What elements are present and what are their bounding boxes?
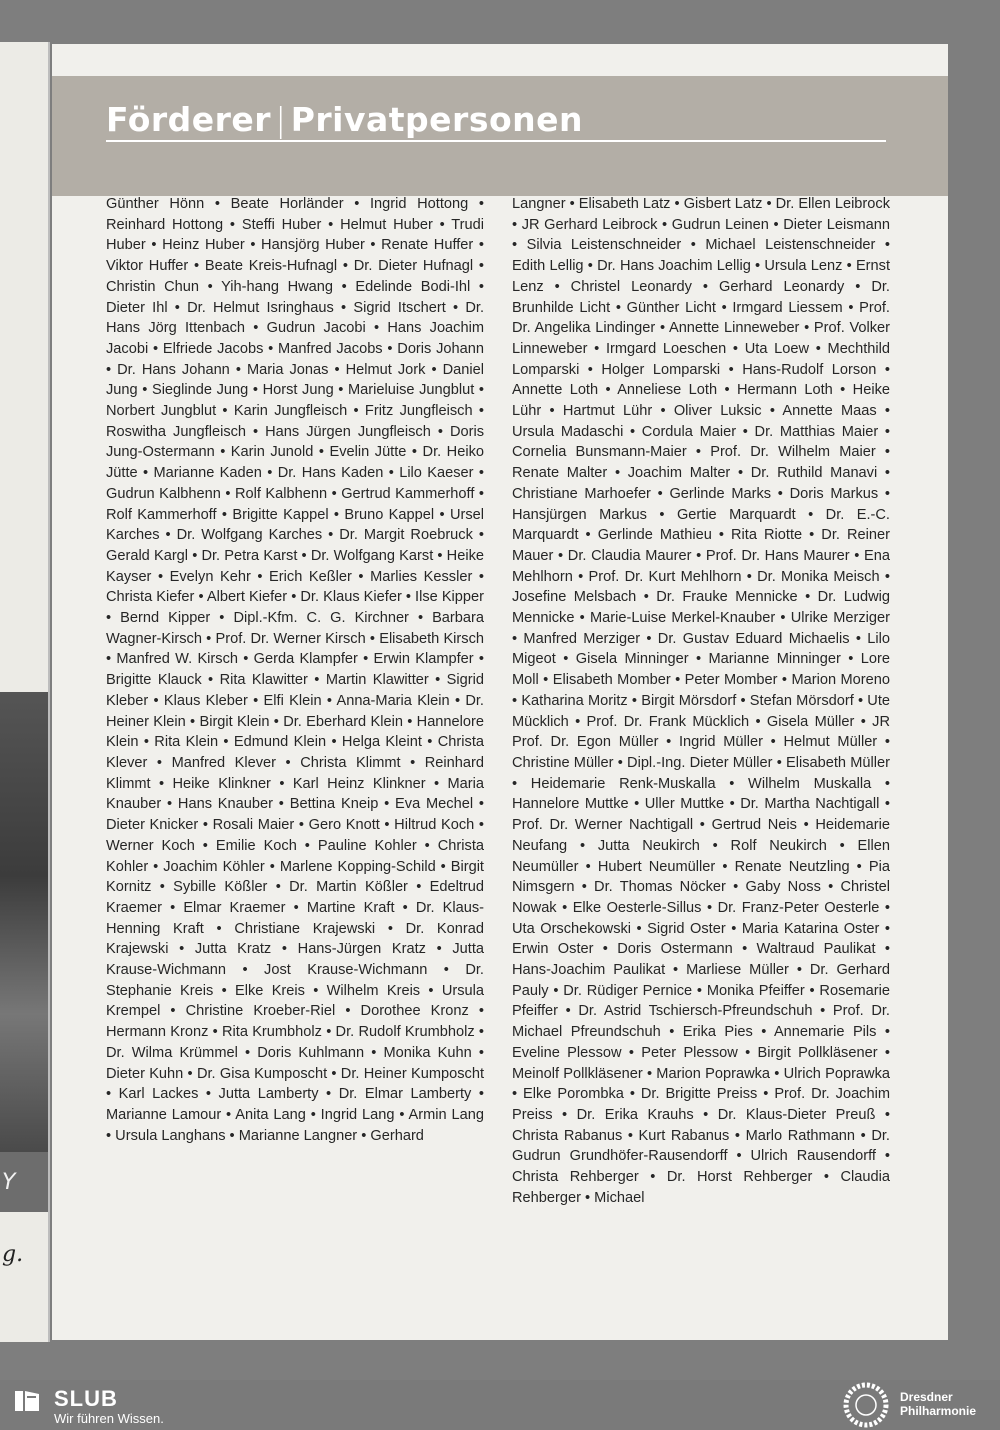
library-name: SLUB — [54, 1386, 118, 1411]
donor-list-right-column: Langner • Elisabeth Latz • Gisbert Latz • Dr. Ellen Leibrock • JR Gerhard Leibrock • Gudrun Leinen • Dieter Leismann • Silvia Leistenschneider • Michael Leistenschneider • Edith Lellig • Dr. Hans Joachim Lellig • Ursula Lenz • Ernst Lenz • Christel Leonardy • Gerhard Leonardy • Dr. Brunhilde Licht • Günther Licht • Irmgard Liessem • Prof. Dr. Angelika Lindinger • Annette Linneweber • Prof. Volker Linneweber • Irmgard Loeschen • Uta Loew • Mechthild Lomparski • Holger Lomparski • Hans-Rudolf Lorson • Annette Loth • Anneliese Loth • Hermann Loth • Heike Lühr • Hartmut Lühr • Oliver Luksic • Annette Maas • Ursula Madaschi • Cordula Maier • Dr. Matthias Maier • Cornelia Bunsmann-Maier • Prof. Dr. Wilhelm Maier • Renate Malter • Joachim Malter • Dr. Ruthild Manavi • Christiane Marhoefer • Gerlinde Marks • Doris Markus • Hansjürgen Markus • Gertie Marquardt • Dr. E.-C. Marquardt • Gerlinde Mathieu • Rita Riotte • Dr. Reiner Mauer • Dr. Claudia Maurer • Prof. Dr. Hans Maurer • Ena Mehlhorn • Prof. Dr. Kurt Mehlhorn • Dr. Monika Meisch • Josefine Melsbach • Dr. Frauke Mennicke • Dr. Ludwig Mennicke • Marie-Luise Merkel-Knauber • Ulrike Merziger • Manfred Merziger • Dr. Gustav Eduard Michaelis • Lilo Migeot • Gisela Minninger • Marianne Minninger • Lore Moll • Elisabeth Momber • Peter Momber • Marion Moreno • Katharina Moritz • Birgit Mörsdorf • Stefan Mörsdorf • Ute Mücklich • Prof. Dr. Frank Mücklich • Gisela Müller • JR Prof. Dr. Egon Müller • Ingrid Müller • Helmut Müller • Christine Müller • Dipl.-Ing. Dieter Müller • Elisabeth Müller • Heidemarie Renk-Muskalla • Wilhelm Muskalla • Hannelore Muttke • Uller Muttke • Dr. Martha Nachtigall • Prof. Dr. Werner Nachtigall • Gertrud Neis • Heidemarie Neufang • Jutta Neukirch • Rolf Neukirch • Ellen Neumüller • Hubert Neumüller • Renate Neutzling • Pia Nimsgern • Dr. Thomas Nöcker • Gaby Noss • Christel Nowak • Elke Oesterle-Sillus • Dr. Franz-Peter Oesterle • Uta Orschekowski • Sigrid Oster • Maria Katarina Oster • Erwin Oster • Doris Ostermann • Waltraud Paulikat • Hans-Joachim Paulikat • Marliese Müller • Dr. Gerhard Pauly • Dr. Rüdiger Pernice • Monika Pfeiffer • Rosemarie Pfeiffer • Dr. Astrid Tschiersch-Pfreundschuh • Prof. Dr. Michael Pfreundschuh • Erika Pies • Annemarie Pils • Eveline Plessow • Peter Plessow • Birgit Pollkläsener • Meinolf Pollkläsener • Marion Poprawka • Ulrich Poprawka • Elke Porombka • Dr. Brigitte Preiss • Prof. Dr. Joachim Preiss • Dr. Erika Krauhs • Dr. Klaus-Dieter Preuß • Christa Rabanus • Kurt Rabanus • Marlo Rathmann • Dr. Gudrun Grundhöfer-Rausendorff • Ulrich Rausendorff • Christa Rehberger • Dr. Horst Rehberger • Claudia Rehberger • Michael — [512, 196, 890, 1206]
philharmonie-sunburst-icon — [842, 1382, 890, 1428]
adjacent-page-edge — [0, 42, 50, 1342]
document-page — [52, 44, 948, 1340]
orchestra-name-line-1: Dresdner — [900, 1390, 953, 1404]
adjacent-page-text-fragment-2: g. — [2, 1242, 24, 1267]
footer-bar — [0, 1380, 1000, 1430]
library-motto: Wir führen Wissen. — [54, 1411, 164, 1426]
donor-list-left-column: Günther Hönn • Beate Horländer • Ingrid Hottong • Reinhard Hottong • Steffi Huber • Helmut Huber • Trudi Huber • Heinz Huber • Hansjörg Huber • Renate Huffer • Viktor Huffer • Beate Kreis-Hufnagl • Dr. Dieter Hufnagl • Christin Chun • Yih-hang Hwang • Edelinde Bodi-Ihl • Dieter Ihl • Dr. Helmut Isringhaus • Sigrid Itschert • Dr. Hans Jörg Ittenbach • Gudrun Jacobi • Hans Joachim Jacobi • Elfriede Jacobs • Manfred Jacobs • Doris Johann • Dr. Hans Johann • Maria Jonas • Helmut Jork • Daniel Jung • Sieglinde Jung • Horst Jung • Marieluise Jungblut • Norbert Jungblut • Karin Jungfleisch • Fritz Jungfleisch • Roswitha Jungfleisch • Hans Jürgen Jungfleisch • Doris Jung-Ostermann • Karin Junold • Evelin Jütte • Dr. Heiko Jütte • Marianne Kaden • Dr. Hans Kaden • Lilo Kaeser • Gudrun Kalbhenn • Rolf Kalbhenn • Gertrud Kammerhoff • Rolf Kammerhoff • Brigitte Kappel • Bruno Kappel • Ursel Karches • Dr. Wolfgang Karches • Dr. Margit Roebruck • Gerald Kargl • Dr. Petra Karst • Dr. Wolfgang Karst • Heike Kayser • Evelyn Kehr • Erich Keßler • Marlies Kessler • Christa Kiefer • Albert Kiefer • Dr. Klaus Kiefer • Ilse Kipper • Bernd Kipper • Dipl.-Kfm. C. G. Kirchner • Barbara Wagner-Kirsch • Prof. Dr. Werner Kirsch • Elisabeth Kirsch • Manfred W. Kirsch • Gerda Klampfer • Erwin Klampfer • Brigitte Klauck • Rita Klawitter • Martin Klawitter • Sigrid Kleber • Klaus Kleber • Elfi Klein • Anna-Maria Klein • Dr. Heiner Klein • Birgit Klein • Dr. Eberhard Klein • Hannelore Klein • Rita Klein • Edmund Klein • Helga Kleint • Christa Klever • Manfred Klever • Christa Klimmt • Reinhard Klimmt • Heike Klinkner • Karl Heinz Klinkner • Maria Knauber • Hans Knauber • Bettina Kneip • Eva Mechel • Dieter Knicker • Rosali Maier • Gero Knott • Hiltrud Koch • Werner Koch • Emilie Koch • Pauline Kohler • Christa Kohler • Joachim Köhler • Marlene Kopping-Schild • Birgit Kornitz • Sybille Kößler • Dr. Martin Kößler • Edeltrud Kraemer • Elmar Kraemer • Martine Kraft • Dr. Klaus-Henning Kraft • Christiane Krajewski • Dr. Konrad Krajewski • Jutta Kratz • Hans-Jürgen Kratz • Jutta Krause-Wichmann • Jost Krause-Wichmann • Dr. Stephanie Kreis • Elke Kreis • Wilhelm Kreis • Ursula Krempel • Christine Kroeber-Riel • Dorothee Kronz • Hermann Kronz • Rita Krumbholz • Dr. Rudolf Krumbholz • Dr. Wilma Krümmel • Doris Kuhlmann • Monika Kuhn • Dieter Kuhn • Dr. Gisa Kumposcht • Dr. Heiner Kumposcht • Karl Lackes • Jutta Lamberty • Dr. Elmar Lamberty • Marianne Lamour • Anita Lang • Ingrid Lang • Armin Lang • Ursula Langhans • Marianne Langner • Gerhard — [106, 196, 484, 1144]
orchestra-name-line-2: Philharmonie — [900, 1404, 977, 1418]
title-part-1: Förderer — [106, 100, 272, 139]
adjacent-page-text-fragment: Y — [2, 1170, 16, 1195]
title-underline — [106, 140, 886, 142]
title-part-2: Privatpersonen — [290, 100, 584, 139]
page-title — [106, 100, 583, 139]
orchestra-name — [900, 1390, 976, 1418]
title-separator: | — [275, 100, 287, 139]
adjacent-page-photo — [0, 692, 48, 1152]
slub-book-icon — [14, 1388, 40, 1414]
